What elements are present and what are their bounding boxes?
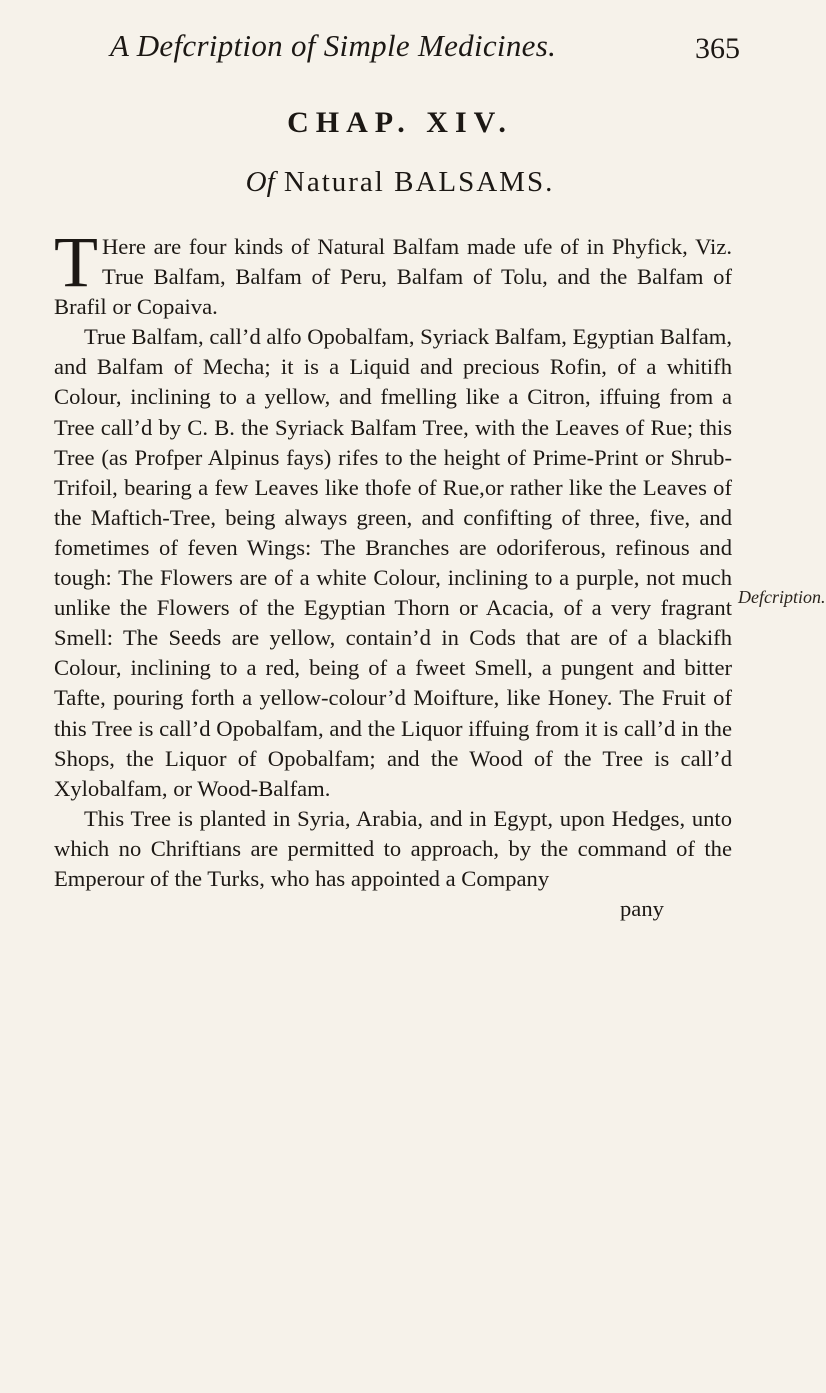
- drop-cap: T: [54, 222, 98, 302]
- section-title-text: Natural BALSAMS.: [283, 166, 555, 198]
- catchword: pany: [620, 896, 664, 921]
- paragraph-3: This Tree is planted in Syria, Arabia, and in Egypt, upon Hedges, unto which no Chriftians are permitted to approach, by the command of the Emperour of the Turks, who has appointed a Company: [54, 805, 732, 891]
- paragraph-1: [54, 222, 732, 322]
- running-head: [100, 24, 740, 74]
- margin-note: Defcription.: [738, 587, 826, 607]
- section-title-prefix: Of: [245, 166, 275, 198]
- paragraph-2: True Balfam, call’d alfo Opobalfam, Syriack Balfam, Egyptian Balfam, and Balfam of Mecha; it is a Liquid and precious Rofin, of a whitifh Colour, inclining to a yellow, and fmelling like a Citron, iffuing from a Tree call’d by C. B. the Syriack Balfam Tree, with the Leaves of Rue; this Tree (as Profper Alpinus fays) rifes to the height of Prime-Print or Shrub-Trifoil, bearing a few Leaves like thofe of Rue,or rather like the Leaves of the Maftich-Tree, being always green, and confifting of three, five, and fometimes of feven Wings: The Branches are odoriferous, refinous and tough: The Flowers are of a white Colour, inclining to a purple, not much unlike the Flowers of the Egyptian Thorn or Acacia, of a very fragrant Smell: The Seeds are yellow, contain’d in Cods that are of a blackifh Colour, inclining to a red, being of a fweet Smell, a pungent and bitter Tafte, pouring forth a yellow-colour’d Moifture, like Honey. The Fruit of this Tree is call’d Opobalfam, and the Liquor iffuing from it is call’d in the Shops, the Liquor of Opobalfam; and the Wood of the Tree is call’d Xylobalfam, or Wood-Balfam.: [54, 324, 732, 801]
- page-number: 365: [695, 32, 740, 65]
- running-title: A Defcription of Simple Medicines.: [110, 28, 557, 63]
- body-text: [54, 222, 732, 894]
- section-title: [0, 166, 800, 199]
- chapter-heading: CHAP. XIV.: [287, 106, 513, 139]
- paragraph-1-text: Here are four kinds of Natural Balfam made ufe of in Phyfick, Viz. True Balfam, Balfam of Peru, Balfam of Tolu, and the Balfam of Brafil or Copaiva.: [54, 234, 732, 320]
